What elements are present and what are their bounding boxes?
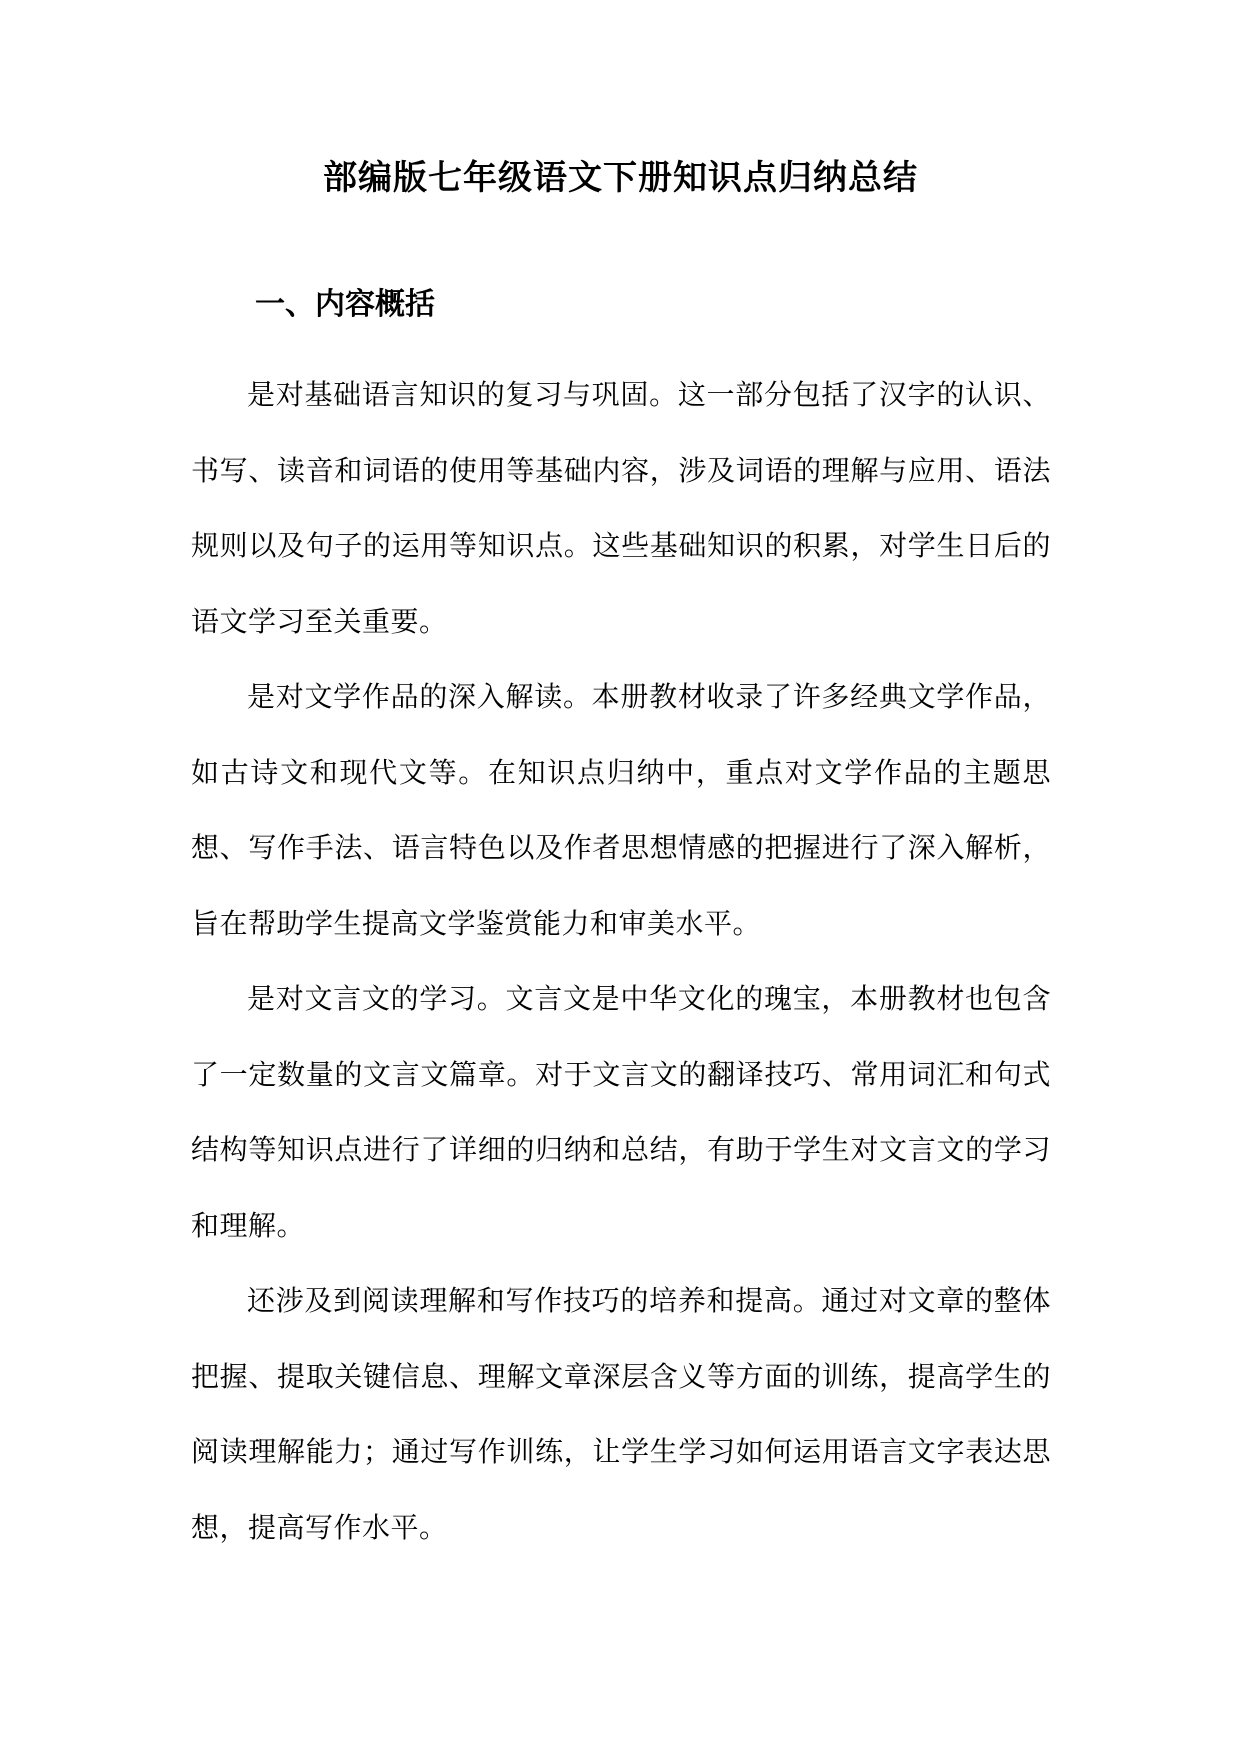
paragraph-4: 还涉及到阅读理解和写作技巧的培养和提高。通过对文章的整体把握、提取关键信息、理解文章深层含义等方面的训练，提高学生的阅读理解能力；通过写作训练，让学生学习如何运用语言文字表达思想，提高写作水平。 [191, 1284, 1051, 1544]
body-text [191, 357, 1051, 1565]
paragraph-3: 是对文言文的学习。文言文是中华文化的瑰宝，本册教材也包含了一定数量的文言文篇章。对于文言文的翻译技巧、常用词汇和句式结构等知识点进行了详细的归纳和总结，有助于学生对文言文的学习和理解。 [191, 982, 1051, 1242]
paragraph-1: 是对基础语言知识的复习与巩固。这一部分包括了汉字的认识、书写、读音和词语的使用等基础内容，涉及词语的理解与应用、语法规则以及句子的运用等知识点。这些基础知识的积累，对学生日后的语文学习至关重要。 [191, 378, 1051, 638]
document-title: 部编版七年级语文下册知识点归纳总结 [323, 158, 918, 198]
section-heading: 一、内容概括 [255, 287, 435, 322]
paragraph-2: 是对文学作品的深入解读。本册教材收录了许多经典文学作品，如古诗文和现代文等。在知识点归纳中，重点对文学作品的主题思想、写作手法、语言特色以及作者思想情感的把握进行了深入解析，旨在帮助学生提高文学鉴赏能力和审美水平。 [191, 680, 1051, 940]
